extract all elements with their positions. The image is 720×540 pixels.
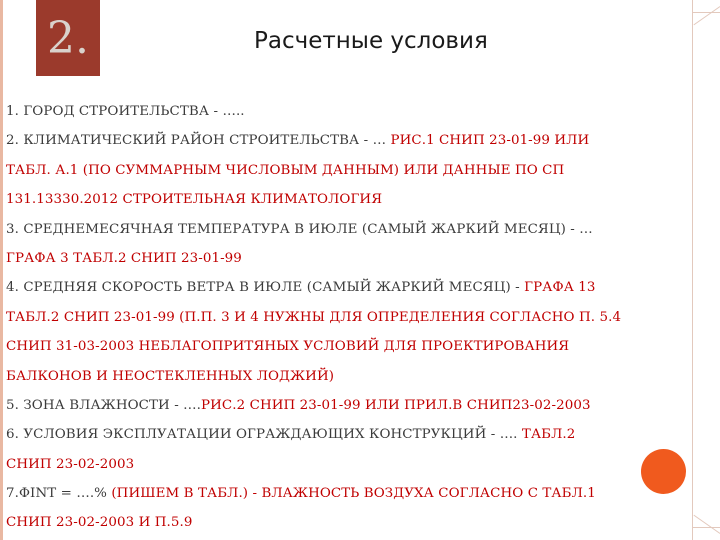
- slide-number: 2.: [47, 12, 89, 64]
- text-line: [6, 156, 690, 185]
- left-border-decoration: [0, 0, 3, 540]
- reference-text: ТАБЛ.2 СНИП 23-01-99 (П.П. 3 И 4 НУЖНЫ ДЛЯ ОПРЕДЕЛЕНИЯ СОГЛАСНО П. 5.4: [6, 309, 622, 325]
- reference-text: РИС.1 СНИП 23-01-99 ИЛИ: [390, 133, 590, 149]
- condition-text: 7.ΦINT = ….%: [6, 486, 112, 502]
- reference-text: БАЛКОНОВ И НЕОСТЕКЛЕННЫХ ЛОДЖИЙ): [6, 368, 335, 384]
- right-border-decoration: [692, 0, 720, 540]
- text-line: [6, 391, 690, 420]
- text-line: [6, 362, 690, 391]
- text-line: [6, 303, 690, 332]
- border-diagonal-bottom: [694, 515, 720, 534]
- reference-text: СНИП 23-02-2003 И П.5.9: [6, 515, 193, 531]
- reference-text: ГРАФА 13: [524, 280, 596, 296]
- condition-text: 4. СРЕДНЯЯ СКОРОСТЬ ВЕТРА В ИЮЛЕ (САМЫЙ ЖАРКИЙ МЕСЯЦ) -: [6, 280, 525, 296]
- text-line: [6, 126, 690, 155]
- condition-text: 2. КЛИМАТИЧЕСКИЙ РАЙОН СТРОИТЕЛЬСТВА - …: [6, 133, 391, 149]
- condition-text: 6. УСЛОВИЯ ЭКСПЛУАТАЦИИ ОГРАЖДАЮЩИХ КОНСТРУКЦИЙ - ….: [6, 427, 522, 443]
- reference-text: ГРАФА 3 ТАБЛ.2 СНИП 23-01-99: [6, 250, 242, 266]
- text-line: [6, 244, 690, 273]
- text-line: [6, 450, 690, 479]
- slide-title: Расчетные условия: [254, 28, 488, 54]
- slide-number-box: [36, 0, 100, 76]
- text-line: [6, 332, 690, 361]
- condition-text: 1. ГОРОД СТРОИТЕЛЬСТВА - …..: [6, 104, 245, 119]
- decorative-orange-circle: [641, 449, 686, 494]
- border-diagonal-top: [694, 6, 720, 25]
- text-line: [6, 273, 690, 302]
- text-line: [6, 97, 690, 126]
- reference-text: РИС.2 СНИП 23-01-99 ИЛИ ПРИЛ.В СНИП23-02-2003: [201, 397, 591, 413]
- reference-text: ТАБЛ.2: [521, 427, 576, 443]
- text-line: [6, 479, 690, 508]
- text-line: [6, 215, 690, 244]
- text-line: [6, 420, 690, 449]
- reference-text: ТАБЛ. А.1 (ПО СУММАРНЫМ ЧИСЛОВЫМ ДАННЫМ) ИЛИ ДАННЫЕ ПО СП: [6, 162, 565, 178]
- text-line: [6, 185, 690, 214]
- reference-text: СНИП 31-03-2003 НЕБЛАГОПРИТЯНЫХ УСЛОВИЙ ДЛЯ ПРОЕКТИРОВАНИЯ: [6, 339, 570, 355]
- reference-text: (ПИШЕМ В ТАБЛ.) - ВЛАЖНОСТЬ ВОЗДУХА СОГЛАСНО С ТАБЛ.1: [111, 486, 596, 502]
- condition-text: 3. СРЕДНЕМЕСЯЧНАЯ ТЕМПЕРАТУРА В ИЮЛЕ (САМЫЙ ЖАРКИЙ МЕСЯЦ) - …: [6, 221, 593, 237]
- conditions-list: [6, 97, 690, 538]
- reference-text: СНИП 23-02-2003: [6, 456, 135, 472]
- reference-text: 131.13330.2012 СТРОИТЕЛЬНАЯ КЛИМАТОЛОГИЯ: [6, 192, 383, 208]
- text-line: [6, 508, 690, 537]
- condition-text: 5. ЗОНА ВЛАЖНОСТИ - ….: [6, 397, 202, 413]
